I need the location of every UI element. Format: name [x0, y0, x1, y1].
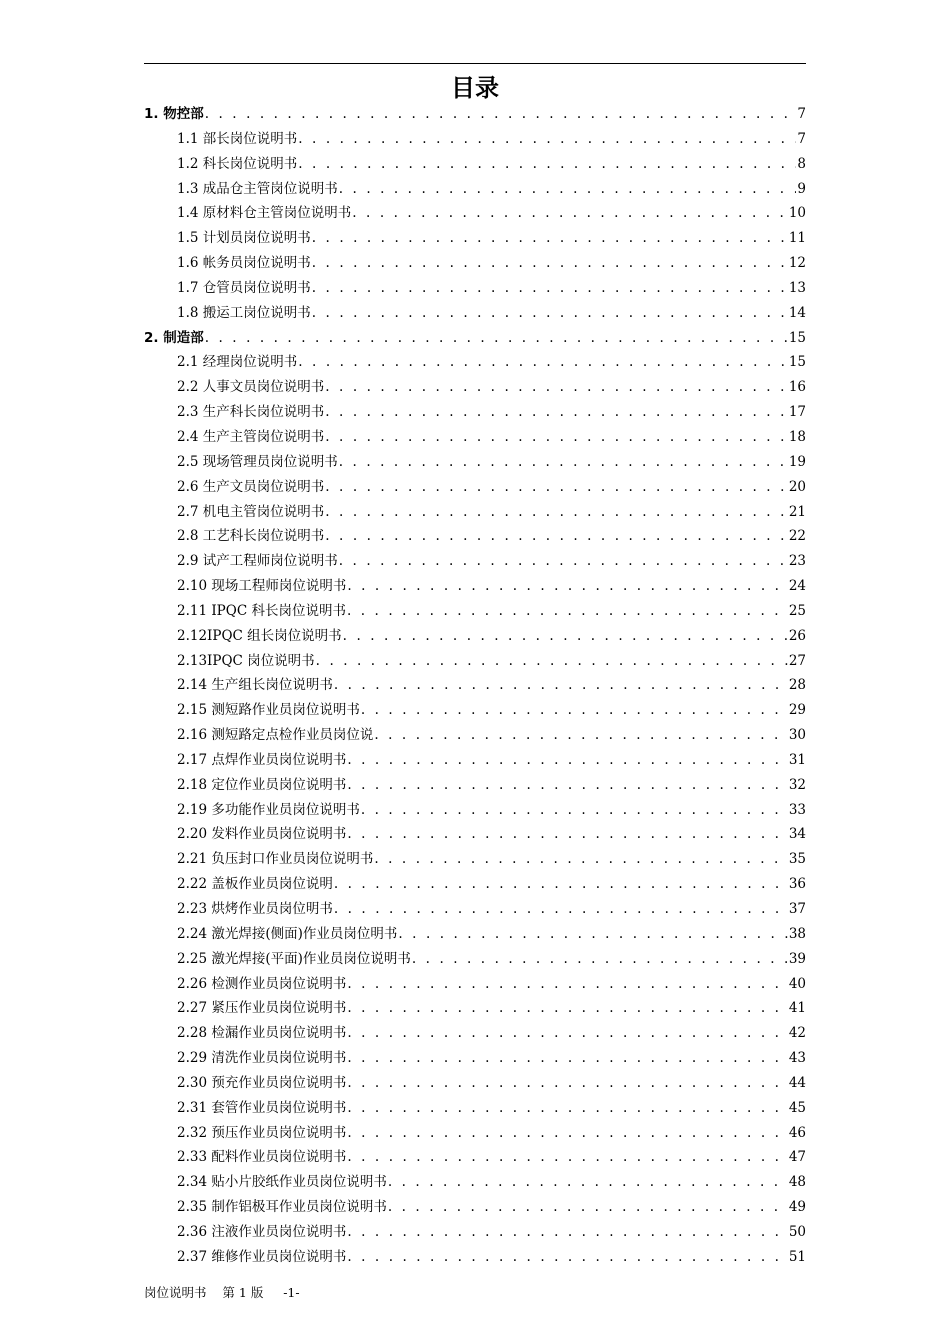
- toc-entry-text: 1.2 科长岗位说明书: [177, 155, 298, 172]
- toc-entry-text: 2.3 生产科长岗位说明书: [177, 404, 325, 421]
- toc-entry-text: 2.20 发料作业员岗位说明书: [177, 826, 347, 843]
- footer-page-label: -1-: [283, 1285, 300, 1300]
- toc-entry-text: 2.15 测短路作业员岗位说明书: [177, 702, 360, 719]
- toc-page-number: 43: [788, 1050, 806, 1067]
- toc-entry[interactable]: [144, 1071, 806, 1096]
- toc-entry-text: 2.16 测短路定点检作业员岗位说: [177, 727, 374, 744]
- dot-leader: [347, 748, 787, 773]
- toc-entry[interactable]: [144, 1245, 806, 1270]
- toc-entry[interactable]: [144, 624, 806, 649]
- dot-leader: [312, 276, 788, 301]
- toc-entry-text: 2.35 制作铝极耳作业员岗位说明书: [177, 1199, 387, 1216]
- toc-entry-text: 1.3 成品仓主管岗位说明书: [177, 180, 338, 197]
- dot-leader: [325, 524, 788, 549]
- toc-page-number: 15: [788, 329, 806, 346]
- toc-entry[interactable]: [144, 1021, 806, 1046]
- toc-entry[interactable]: [144, 673, 806, 698]
- toc-entry-text: 2.31 套管作业员岗位说明书: [177, 1099, 347, 1116]
- toc-page-number: 22: [788, 528, 806, 545]
- dot-leader: [325, 425, 788, 450]
- dot-leader: [347, 996, 787, 1021]
- toc-entry-text: 2.32 预压作业员岗位说明书: [177, 1124, 347, 1141]
- dot-leader: [347, 1121, 787, 1146]
- toc-page-number: 38: [788, 925, 806, 942]
- dot-leader: [412, 947, 788, 972]
- toc-entry[interactable]: [144, 276, 806, 301]
- dot-leader: [352, 201, 788, 226]
- toc-page-number: 7: [797, 106, 806, 122]
- toc-entry-text: 2.11 IPQC 科长岗位说明书: [177, 602, 346, 619]
- toc-entry[interactable]: [144, 698, 806, 723]
- toc-entry[interactable]: [144, 599, 806, 624]
- dot-leader: [374, 847, 787, 872]
- dot-leader: [316, 649, 788, 674]
- dot-leader: [347, 972, 787, 997]
- dot-leader: [343, 624, 788, 649]
- toc-page-number: 35: [788, 851, 806, 868]
- toc-entry[interactable]: [144, 649, 806, 674]
- toc-entry-text: 1.8 搬运工岗位说明书: [177, 304, 311, 321]
- dot-leader: [347, 822, 787, 847]
- toc-entry-text: 2.13IPQC 岗位说明书: [177, 652, 315, 669]
- toc-page-number: 11: [788, 230, 806, 247]
- dot-leader: [374, 723, 787, 748]
- toc-entry-text: 2.4 生产主管岗位说明书: [177, 428, 325, 445]
- dot-leader: [325, 400, 788, 425]
- toc-entry-text: 2.22 盖板作业员岗位说明: [177, 876, 333, 893]
- toc-page-number: 23: [788, 553, 806, 570]
- toc-page-number: 40: [788, 975, 806, 992]
- toc-entry[interactable]: [144, 748, 806, 773]
- toc-page-number: 9: [797, 180, 806, 197]
- toc-page-number: 46: [788, 1124, 806, 1141]
- dot-leader: [339, 549, 788, 574]
- toc-entry-text: 2.21 负压封口作业员岗位说明书: [177, 851, 374, 868]
- toc-page-number: 34: [788, 826, 806, 843]
- toc-entry[interactable]: [144, 177, 806, 202]
- toc-page-number: 13: [788, 279, 806, 296]
- dot-leader: [334, 897, 788, 922]
- toc-entry[interactable]: [144, 475, 806, 500]
- toc-page-number: 37: [788, 901, 806, 917]
- toc-entry-text: 2.29 清洗作业员岗位说明书: [177, 1050, 347, 1067]
- toc-page-number: 18: [788, 428, 806, 445]
- toc-page-number: 28: [788, 677, 806, 694]
- header-rule: [144, 63, 806, 64]
- toc-page-number: 27: [788, 652, 806, 669]
- toc-entry-text: 2.5 现场管理员岗位说明书: [177, 453, 338, 470]
- toc-page-number: 30: [788, 727, 806, 744]
- toc-entry-text: 1.5 计划员岗位说明书: [177, 230, 311, 247]
- toc-entry-text: 1.4 原材料仓主管岗位说明书: [177, 205, 352, 222]
- toc-entry-text: 2.36 注液作业员岗位说明书: [177, 1223, 347, 1240]
- toc-page-number: 16: [788, 379, 806, 396]
- toc-entry[interactable]: [144, 425, 806, 450]
- toc-entry-text: 2.34 贴小片胶纸作业员岗位说明书: [177, 1174, 387, 1191]
- toc-page-number: 41: [788, 1000, 806, 1017]
- toc-entry[interactable]: [144, 400, 806, 425]
- toc-page-number: 25: [788, 602, 806, 619]
- page-title: 目录: [451, 74, 499, 102]
- dot-leader: [339, 450, 788, 475]
- toc-entry[interactable]: [144, 524, 806, 549]
- toc-page-number: 45: [788, 1099, 806, 1116]
- toc-entry[interactable]: [144, 450, 806, 475]
- toc-entry[interactable]: [144, 723, 806, 748]
- toc-entry[interactable]: [144, 1170, 806, 1195]
- toc-entry-text: 1.1 部长岗位说明书: [177, 130, 298, 147]
- dot-leader: [334, 673, 788, 698]
- toc-entry[interactable]: [144, 1096, 806, 1121]
- toc-page-number: 31: [788, 751, 806, 768]
- toc-entry-text: 2.24 激光焊接(侧面)作业员岗位明书: [177, 925, 398, 942]
- toc-entry[interactable]: [144, 996, 806, 1021]
- dot-leader: [298, 350, 788, 375]
- toc-entry-text: 2.37 维修作业员岗位说明书: [177, 1248, 347, 1265]
- toc-page-number: 51: [788, 1248, 806, 1265]
- dot-leader: [339, 177, 797, 202]
- dot-leader: [347, 1071, 787, 1096]
- toc-entry[interactable]: [144, 1145, 806, 1170]
- toc-entry-text: 2.10 现场工程师岗位说明书: [177, 578, 347, 595]
- toc-entry[interactable]: [144, 947, 806, 972]
- toc-entry[interactable]: [144, 201, 806, 226]
- toc-page-number: 26: [788, 627, 806, 644]
- toc-page-number: 17: [788, 404, 806, 421]
- toc-page-number: 8: [797, 155, 806, 172]
- toc-entry-text: 2.6 生产文员岗位说明书: [177, 478, 325, 495]
- dot-leader: [298, 152, 796, 177]
- toc-entry[interactable]: [144, 127, 806, 152]
- toc-page-number: 39: [788, 950, 806, 967]
- toc-page-number: 15: [788, 354, 806, 371]
- toc-page-number: 48: [788, 1174, 806, 1191]
- toc-entry[interactable]: [144, 301, 806, 326]
- toc-page-number: 10: [788, 205, 806, 222]
- toc-entry-text: 2.9 试产工程师岗位说明书: [177, 553, 338, 570]
- toc-entry[interactable]: [144, 897, 806, 922]
- dot-leader: [398, 922, 787, 947]
- toc-page-number: 24: [788, 578, 806, 595]
- dot-leader: [347, 773, 787, 798]
- toc-entry-text: 2.25 激光焊接(平面)作业员岗位说明书: [177, 950, 411, 967]
- toc-page-number: 33: [788, 801, 806, 818]
- dot-leader: [361, 798, 788, 823]
- toc-entry[interactable]: [144, 226, 806, 251]
- footer-doc-name: 岗位说明书: [144, 1285, 207, 1300]
- toc-entry-text: 1. 物控部: [144, 106, 204, 122]
- toc-page-number: 21: [788, 503, 806, 520]
- dot-leader: [388, 1170, 788, 1195]
- toc-entry[interactable]: [144, 1121, 806, 1146]
- dot-leader: [325, 475, 788, 500]
- dot-leader: [347, 1220, 787, 1245]
- toc-entry[interactable]: [144, 872, 806, 897]
- toc-entry[interactable]: [144, 798, 806, 823]
- dot-leader: [347, 1245, 787, 1270]
- dot-leader: [205, 326, 788, 351]
- toc-entry[interactable]: [144, 1195, 806, 1220]
- toc-entry[interactable]: [144, 375, 806, 400]
- dot-leader: [312, 226, 788, 251]
- toc-entry-text: 2.33 配料作业员岗位说明书: [177, 1149, 347, 1166]
- toc-page-number: 49: [788, 1199, 806, 1216]
- toc-page-number: 44: [788, 1074, 806, 1091]
- dot-leader: [347, 1046, 787, 1071]
- toc-page-number: 32: [788, 776, 806, 793]
- toc-entry-text: 2.23 烘烤作业员岗位明书: [177, 901, 333, 917]
- dot-leader: [361, 698, 788, 723]
- dot-leader: [334, 872, 788, 897]
- toc-entry[interactable]: [144, 251, 806, 276]
- dot-leader: [347, 599, 788, 624]
- toc-entry-text: 2. 制造部: [144, 329, 204, 346]
- toc-page-number: 42: [788, 1025, 806, 1042]
- toc-entry[interactable]: [144, 1220, 806, 1245]
- dot-leader: [312, 251, 788, 276]
- toc-entry-text: 1.7 仓管员岗位说明书: [177, 279, 311, 296]
- toc-entry-text: 2.7 机电主管岗位说明书: [177, 503, 325, 520]
- toc-entry[interactable]: [144, 822, 806, 847]
- toc-entry-text: 1.6 帐务员岗位说明书: [177, 255, 311, 272]
- dot-leader: [205, 102, 797, 127]
- toc-page-number: 12: [788, 255, 806, 272]
- dot-leader: [312, 301, 788, 326]
- toc-entry[interactable]: [144, 972, 806, 997]
- toc-page-number: 7: [797, 130, 806, 147]
- toc-entry-text: 2.26 检测作业员岗位说明书: [177, 975, 347, 992]
- toc-page-number: 47: [788, 1149, 806, 1166]
- toc-entry[interactable]: [144, 500, 806, 525]
- toc-page-number: 20: [788, 478, 806, 495]
- toc-entry-text: 2.17 点焊作业员岗位说明书: [177, 751, 347, 768]
- toc-entry-text: 2.12IPQC 组长岗位说明书: [177, 627, 342, 644]
- toc-entry[interactable]: [144, 773, 806, 798]
- toc-entry-text: 2.8 工艺科长岗位说明书: [177, 528, 325, 545]
- toc-entry-text: 2.14 生产组长岗位说明书: [177, 677, 333, 694]
- toc-entry[interactable]: [144, 574, 806, 599]
- toc-entry-text: 2.28 检漏作业员岗位说明书: [177, 1025, 347, 1042]
- dot-leader: [298, 127, 796, 152]
- toc-page-number: 14: [788, 304, 806, 321]
- dot-leader: [325, 375, 788, 400]
- toc-entry[interactable]: [144, 1046, 806, 1071]
- toc-entry-text: 2.1 经理岗位说明书: [177, 354, 298, 371]
- dot-leader: [325, 500, 788, 525]
- toc-entry[interactable]: [144, 922, 806, 947]
- toc-page-number: 19: [788, 453, 806, 470]
- toc-entry-text: 2.30 预充作业员岗位说明书: [177, 1074, 347, 1091]
- toc-page-number: 36: [788, 876, 806, 893]
- toc-entry-text: 2.2 人事文员岗位说明书: [177, 379, 325, 396]
- toc-section-entry[interactable]: [144, 326, 806, 351]
- footer-edition: 第 1 版: [222, 1285, 264, 1300]
- dot-leader: [388, 1195, 788, 1220]
- toc-entry-text: 2.19 多功能作业员岗位说明书: [177, 801, 360, 818]
- toc-entry[interactable]: [144, 847, 806, 872]
- toc-entry[interactable]: [144, 549, 806, 574]
- toc-section-entry[interactable]: [144, 102, 806, 127]
- toc-page-number: 29: [788, 702, 806, 719]
- table-of-contents: [144, 102, 806, 1270]
- dot-leader: [347, 1145, 787, 1170]
- dot-leader: [347, 1021, 787, 1046]
- toc-entry-text: 2.18 定位作业员岗位说明书: [177, 776, 347, 793]
- toc-entry[interactable]: [144, 350, 806, 375]
- toc-entry[interactable]: [144, 152, 806, 177]
- toc-page-number: 50: [788, 1223, 806, 1240]
- toc-entry-text: 2.27 紧压作业员岗位说明书: [177, 1000, 347, 1017]
- dot-leader: [347, 574, 787, 599]
- page-footer: [144, 1283, 300, 1301]
- dot-leader: [347, 1096, 787, 1121]
